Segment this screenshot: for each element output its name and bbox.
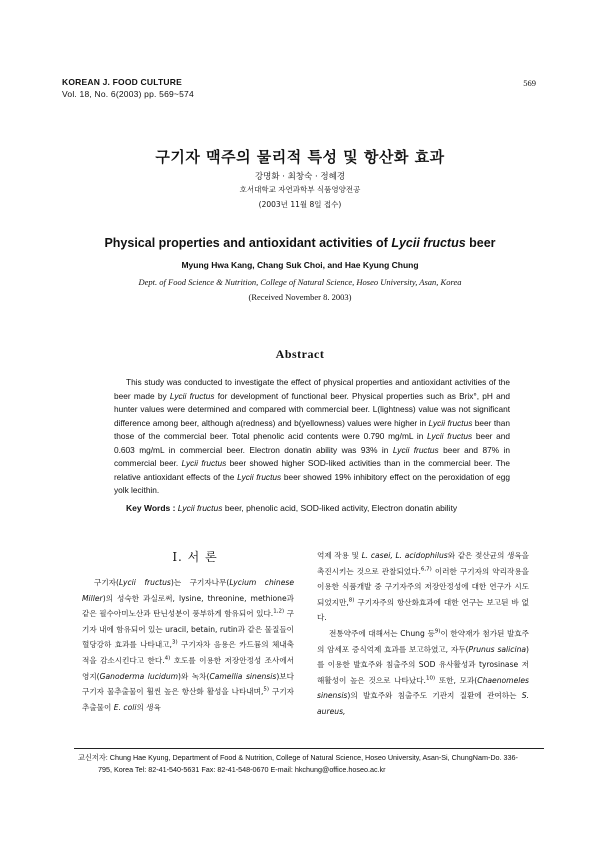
footnote-line-2: 795, Korea Tel: 82-41-540-5631 Fax: 82-41-548-0670 E-mail: hkchung@office.hoseo.ac.kr bbox=[98, 765, 386, 774]
abstract-s7: beer showed 19% inhibitory effect on the peroxidation of egg yolk lecithin. bbox=[114, 471, 510, 495]
p1-j: 구기자 추출물이 bbox=[82, 687, 295, 712]
r1-c: 이러한 구기자의 약리작용을 이용한 식품개발 중 구기자주의 저장안정성에 대한 연구가 시도되었지만, bbox=[317, 566, 529, 607]
title-english bbox=[0, 236, 600, 250]
p1-c: )의 성숙한 과실로써, lysine, threonine, methione과 같은 필수아미노산과 탄닌성분이 풍부하게 함유되어 있다. bbox=[82, 593, 294, 619]
p1-f: 호도를 이용한 저장안정성 조사에서 영지( bbox=[82, 655, 294, 681]
p1-a: 구기자( bbox=[94, 578, 119, 587]
r2-b: 이 한약재가 첨가된 발효주의 암세포 증식억제 효과를 보고하였고, 자두( bbox=[317, 628, 529, 654]
abstract-s4-italic: Lycii fructus bbox=[392, 444, 439, 455]
p1-i1: Lycii fructus bbox=[118, 578, 171, 587]
citation-5: 6,7) bbox=[420, 566, 432, 573]
citation-8: 10) bbox=[425, 675, 436, 682]
title-en-pre: Physical properties and antioxidant activities of bbox=[104, 236, 392, 250]
r2-i2: Chaenomeles sinensis bbox=[317, 675, 529, 701]
journal-name: KOREAN J. FOOD CULTURE bbox=[62, 77, 182, 87]
abstract-s6-italic: Lycii fructus bbox=[237, 471, 282, 482]
p1-i3: Ganoderma lucidum bbox=[99, 671, 179, 681]
r1-a: 억제 작용 및 bbox=[317, 551, 362, 560]
title-en-italic: Lycii fructus bbox=[391, 236, 466, 250]
abstract-s6: beer showed higher SOD-liked activities than in the commercial beer. The relative antioxidant effects of the bbox=[114, 458, 510, 482]
journal-header bbox=[62, 76, 194, 100]
abstract-s3-italic: Lycii fructus bbox=[427, 431, 473, 441]
citation-4: 5) bbox=[263, 686, 270, 693]
volume-info: Vol. 18, No. 6(2003) pp. 569~574 bbox=[62, 89, 194, 99]
intro-paragraph-2 bbox=[317, 626, 529, 720]
abstract-s2-italic: Lycii fructus bbox=[428, 417, 473, 428]
r2-d: 또한, 모과( bbox=[435, 675, 478, 685]
left-column bbox=[82, 575, 294, 715]
r2-i3: S. aureus, bbox=[317, 691, 529, 716]
r1-i1: L. casei, L. acidophilus bbox=[361, 551, 448, 560]
citation-1: 1,2) bbox=[273, 608, 285, 615]
p1-b: )는 구기자나무( bbox=[170, 578, 230, 587]
r2-a: 전통약주에 대해서는 Chung 등 bbox=[329, 628, 435, 638]
keywords-label: Key Words : bbox=[126, 503, 178, 513]
right-column bbox=[317, 548, 529, 720]
citation-6: 8) bbox=[348, 597, 355, 604]
keywords-rest: beer, phenolic acid, SOD-liked activity, Electron donatin ability bbox=[222, 503, 458, 513]
intro-paragraph-1-continued bbox=[317, 548, 529, 626]
p1-e: 구기자차 음용은 카드뮴의 체내축적을 감소시킨다고 한다. bbox=[82, 640, 294, 665]
affiliation-english: Dept. of Food Science & Nutrition, College of Natural Science, Hoseo University, Asan, Korea bbox=[138, 277, 462, 287]
abstract-s3: beer than those of the commercial beer. Total phenolic acid contents were 0.790 mg/mL in bbox=[114, 417, 510, 441]
intro-paragraph-1 bbox=[82, 575, 294, 715]
affiliation-korean: 호서대학교 자연과학부 식품영양전공 bbox=[239, 185, 361, 194]
authors-english: Myung Hwa Kang, Chang Suk Choi, and Hae Kyung Chung bbox=[181, 260, 419, 270]
footnote-line-1: 교신저자: Chung Hae Kyung, Department of Food & Nutrition, College of Natural Science, Hoseo University, Asan-Si, ChungNam-Do. 336- bbox=[78, 753, 518, 762]
abstract-s1: This study was conducted to investigate the effect of physical properties and antioxidant activities of the beer made by bbox=[114, 377, 510, 401]
abstract-s1-italic: Lycii fructus bbox=[169, 390, 215, 401]
citation-2: 3) bbox=[171, 639, 178, 646]
title-korean: 구기자 맥주의 물리적 특성 및 항산화 효과 bbox=[155, 148, 445, 166]
citation-3: 4) bbox=[164, 655, 171, 662]
r2-i1: Prunus salicina bbox=[468, 644, 527, 654]
title-en-post: beer bbox=[465, 236, 496, 250]
p1-g: )와 녹차( bbox=[178, 671, 210, 681]
abstract-s5-italic: Lycii fructus bbox=[181, 458, 227, 468]
authors-korean: 강명화 · 최창숙 · 정혜경 bbox=[254, 172, 346, 182]
page-number: 569 bbox=[523, 78, 536, 88]
abstract-text bbox=[114, 376, 510, 498]
footnote-divider bbox=[74, 748, 544, 749]
p1-h: )보다 구기자 물추출물이 훨씬 높은 항산화 활성을 나타내며, bbox=[82, 671, 294, 697]
p1-i4: Camellia sinensis bbox=[209, 671, 277, 681]
p1-i5: E. coli bbox=[113, 702, 137, 712]
r1-b: 와 같은 젖산균의 생육을 촉진시키는 것으로 관찰되었다. bbox=[317, 551, 529, 576]
received-date-english: (Received November 8. 2003) bbox=[248, 292, 352, 302]
corresponding-author-footnote bbox=[78, 752, 548, 776]
p1-k: 의 생육 bbox=[136, 702, 161, 712]
section-heading-introduction: I. 서 론 bbox=[172, 550, 218, 564]
p1-i2: Lycium chinese Miller bbox=[82, 578, 294, 603]
abstract-s4: beer and 0.603 mg/mL in commercial beer. Electron donatin ability was 93% in bbox=[114, 431, 511, 455]
p1-d: 구기자 내에 함유되어 있는 uracil, betain, rutin과 같은 물질들이 혈당강하 효과를 나타내고, bbox=[82, 609, 294, 650]
abstract-s5: beer and 87% in commercial beer. bbox=[114, 444, 510, 468]
keywords bbox=[126, 503, 526, 513]
citation-7: 9) bbox=[434, 628, 441, 635]
abstract-s2: for development of functional beer. Physical properties such as Brix°, pH and hunter values were determined and compared with commercial beer. L(lightness) value was not significant difference among beer, although a(redness) and b(yellowness) values were higher in bbox=[114, 390, 510, 428]
r2-c: )를 이용한 발효주와 침출주의 SOD 유사활성과 tyrosinase 저해활성이 높은 것으로 나타났다. bbox=[317, 644, 529, 685]
abstract-heading: Abstract bbox=[275, 347, 325, 361]
keyword-italic: Lycii fructus bbox=[177, 503, 223, 513]
r1-d: 구기자주의 항산화효과에 대한 연구는 보고된 바 없다. bbox=[317, 597, 529, 623]
r2-e: )의 발효주와 침출주도 기관지 질환에 관여하는 bbox=[347, 691, 522, 701]
received-date-korean: (2003년 11월 8일 접수) bbox=[258, 200, 342, 209]
